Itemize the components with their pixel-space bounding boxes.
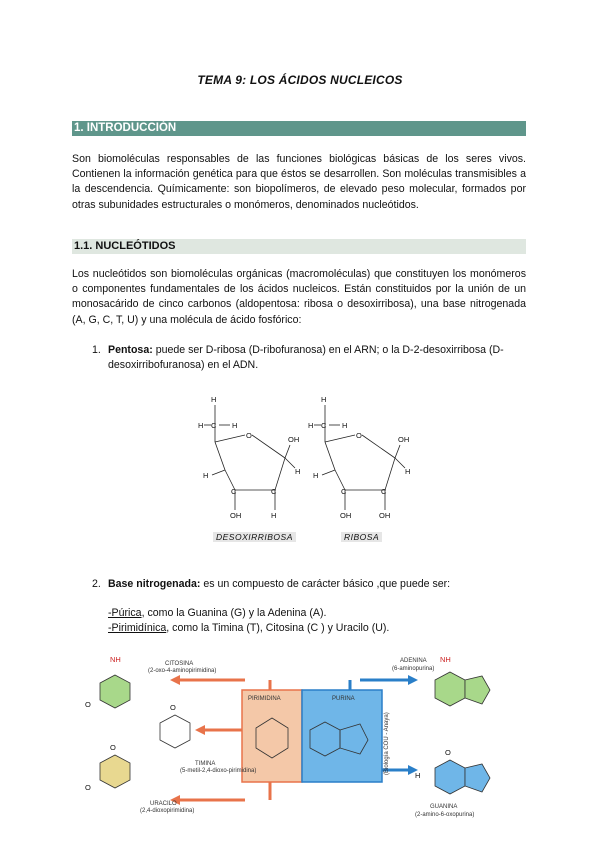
label-pirimidina: PIRIMIDINA xyxy=(248,696,281,702)
svg-text:H: H xyxy=(203,471,209,480)
nucleotidos-paragraph: Los nucleótidos son biomoléculas orgánicas (macromoléculas) que constituyen los monómeros o componentes fundamentales de los ácidos nucleicos. Están constituidos por la unión de un monosacárido de cinco carbonos (aldopentosa: ribosa o desoxirribosa), una base nitrogenada (A, G, C, T, U) y una molécula de ácido fosfórico: xyxy=(72,268,526,326)
svg-text:H: H xyxy=(405,467,411,476)
purica-line xyxy=(108,606,542,621)
label-adenina: ADENINA xyxy=(400,658,427,664)
purica-text: , como la Guanina (G) y la Adenina (A). xyxy=(141,607,327,619)
label-guanina: GUANINA xyxy=(430,804,458,810)
svg-text:O: O xyxy=(445,748,451,757)
list-number: 1. xyxy=(92,344,101,356)
pirimidinica-label: -Pirimidínica xyxy=(108,622,167,634)
caption-ribosa: RIBOSA xyxy=(341,532,382,542)
label-timina-sub: (5-metil-2,4-dioxo-pirimidina) xyxy=(180,768,257,774)
svg-text:OH: OH xyxy=(230,511,242,520)
svg-text:H: H xyxy=(198,421,204,430)
svg-text:H: H xyxy=(295,467,301,476)
caption-desoxirribosa: DESOXIRRIBOSA xyxy=(213,532,296,542)
svg-text:C: C xyxy=(381,487,387,496)
svg-text:O: O xyxy=(85,783,91,792)
svg-text:NH: NH xyxy=(440,655,451,664)
svg-text:H: H xyxy=(313,471,319,480)
svg-text:OH: OH xyxy=(340,511,352,520)
list-number: 2. xyxy=(92,578,101,590)
svg-text:H: H xyxy=(211,395,217,404)
pentosa-text: puede ser D-ribosa (D-ribofuranosa) en el ARN; o la D-2-desoxirribosa (D-desoxirribofuranosa) en el ADN. xyxy=(108,344,504,372)
label-guanina-sub: (2-amino-6-oxopurina) xyxy=(415,812,475,818)
svg-text:H: H xyxy=(342,421,348,430)
svg-text:H: H xyxy=(308,421,314,430)
svg-text:OH: OH xyxy=(379,511,391,520)
svg-text:H: H xyxy=(271,511,277,520)
figure-credit: (Biología COU - Anaya) xyxy=(384,712,390,775)
intro-paragraph: Son biomoléculas responsables de las funciones biológicas básicas de los seres vivos. Contienen la información genética para que éstos se desarrollen. Son moléculas transmisibles a la descendencia. Químicamente: son biopolímeros, de elevado peso molecular, formados por otras subunidades estructurales o monómeros, denominados nucleótidos. xyxy=(72,153,526,211)
list-item-base-nitrogenada xyxy=(92,577,526,592)
svg-text:O: O xyxy=(356,431,362,440)
purica-label: -Púrica xyxy=(108,607,142,619)
svg-text:C: C xyxy=(271,487,277,496)
svg-text:C: C xyxy=(231,487,237,496)
label-timina: TIMINA xyxy=(195,761,216,767)
pentosa-label: Pentosa: xyxy=(108,344,153,356)
svg-text:OH: OH xyxy=(398,435,410,444)
label-uracilo: URACILO xyxy=(150,801,177,807)
svg-text:O: O xyxy=(170,703,176,712)
svg-text:H: H xyxy=(415,771,421,780)
svg-text:O: O xyxy=(246,431,252,440)
section-heading-introduccion: 1. INTRODUCCIÓN xyxy=(72,121,526,136)
svg-text:H: H xyxy=(321,395,327,404)
pirimidinica-line xyxy=(108,621,542,636)
section-heading-nucleotidos: 1.1. NUCLEÓTIDOS xyxy=(72,239,526,254)
label-citosina-sub: (2-oxo-4-aminopirimidina) xyxy=(148,668,217,674)
svg-text:C: C xyxy=(321,421,327,430)
svg-text:C: C xyxy=(341,487,347,496)
svg-text:H: H xyxy=(232,421,238,430)
label-purina: PURINA xyxy=(332,696,355,702)
pirimidinica-text: , como la Timina (T), Citosina (C ) y Uracilo (U). xyxy=(166,622,390,634)
svg-text:C: C xyxy=(211,421,217,430)
svg-text:O: O xyxy=(110,743,116,752)
label-uracilo-sub: (2,4-dioxopirimidina) xyxy=(140,808,195,814)
label-citosina: CITOSINA xyxy=(165,661,194,667)
svg-text:OH: OH xyxy=(288,435,300,444)
nitrogenous-bases-figure xyxy=(70,650,540,820)
document-title: TEMA 9: LOS ÁCIDOS NUCLEICOS xyxy=(197,73,403,87)
svg-text:NH: NH xyxy=(110,655,121,664)
svg-text:O: O xyxy=(85,700,91,709)
base-text: es un compuesto de carácter básico ,que puede ser: xyxy=(200,578,451,590)
pentose-structures-figure xyxy=(190,390,420,550)
list-item-pentosa xyxy=(92,343,526,373)
base-label: Base nitrogenada: xyxy=(108,578,201,590)
label-adenina-sub: (6-aminopurina) xyxy=(392,666,435,672)
